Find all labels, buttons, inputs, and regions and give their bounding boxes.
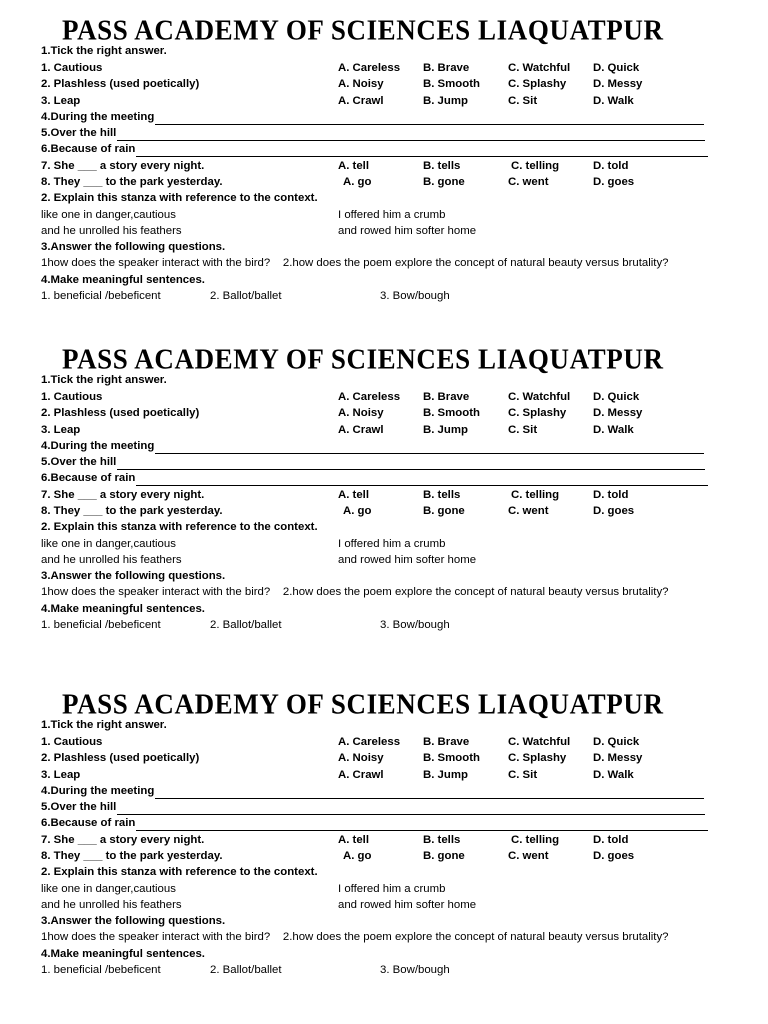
option-c: C. telling <box>511 834 560 846</box>
option-d: D. goes <box>593 505 635 517</box>
option-b: B. gone <box>423 505 465 517</box>
q4-heading: 4.Make meaningful sentences. <box>41 948 205 960</box>
q4-item: 2. Ballot/ballet <box>210 964 282 976</box>
q4-heading: 4.Make meaningful sentences. <box>41 603 205 615</box>
option-a: A. Careless <box>338 391 401 403</box>
mcq-stem: 3. Leap <box>41 95 81 107</box>
fill-blank-row <box>41 126 705 141</box>
stanza-line: and he unrolled his feathers <box>41 225 182 237</box>
mcq-stem: 2. Plashless (used poetically) <box>41 407 200 419</box>
stanza-line: and he unrolled his feathers <box>41 899 182 911</box>
q4-item: 1. beneficial /bebeficent <box>41 619 161 631</box>
academy-title: PASS ACADEMY OF SCIENCES LIAQUATPUR <box>62 688 664 720</box>
option-a: A. go <box>343 176 372 188</box>
q3-questions: 1how does the speaker interact with the bird? 2.how does the poem explore the concept of natural beauty versus brutality? <box>41 257 669 269</box>
option-b: B. Smooth <box>423 407 480 419</box>
option-a: A. Careless <box>338 736 401 748</box>
answer-line <box>136 819 708 831</box>
blank-prompt: 4.During the meeting <box>41 785 155 797</box>
option-c: C. Splashy <box>508 407 567 419</box>
mcq-stem: 8. They ___ to the park yesterday. <box>41 505 223 517</box>
q4-heading: 4.Make meaningful sentences. <box>41 274 205 286</box>
q4-item: 2. Ballot/ballet <box>210 619 282 631</box>
option-d: D. told <box>593 489 629 501</box>
option-a: A. Noisy <box>338 407 384 419</box>
option-b: B. Brave <box>423 62 470 74</box>
option-b: B. Smooth <box>423 752 480 764</box>
q2-heading: 2. Explain this stanza with reference to the context. <box>41 866 318 878</box>
stanza-line: and rowed him softer home <box>338 225 477 237</box>
mcq-stem: 8. They ___ to the park yesterday. <box>41 850 223 862</box>
blank-prompt: 4.During the meeting <box>41 440 155 452</box>
mcq-stem: 2. Plashless (used poetically) <box>41 78 200 90</box>
option-a: A. Crawl <box>338 95 384 107</box>
option-d: D. goes <box>593 176 635 188</box>
q4-item: 2. Ballot/ballet <box>210 290 282 302</box>
q2-heading: 2. Explain this stanza with reference to the context. <box>41 521 318 533</box>
option-b: B. Brave <box>423 391 470 403</box>
option-a: A. Crawl <box>338 769 384 781</box>
option-d: D. Messy <box>593 752 643 764</box>
blank-prompt: 6.Because of rain <box>41 143 136 155</box>
mcq-stem: 1. Cautious <box>41 736 103 748</box>
stanza-line: like one in danger,cautious <box>41 209 176 221</box>
option-c: C. telling <box>511 160 560 172</box>
option-d: D. Quick <box>593 391 640 403</box>
q3-heading: 3.Answer the following questions. <box>41 241 226 253</box>
option-b: B. gone <box>423 176 465 188</box>
option-b: B. Jump <box>423 769 468 781</box>
option-b: B. Jump <box>423 95 468 107</box>
q3-questions: 1how does the speaker interact with the bird? 2.how does the poem explore the concept of natural beauty versus brutality? <box>41 586 669 598</box>
fill-blank-row <box>41 800 705 815</box>
q4-item: 1. beneficial /bebeficent <box>41 964 161 976</box>
option-c: C. Splashy <box>508 78 567 90</box>
q4-item: 3. Bow/bough <box>380 290 450 302</box>
fill-blank-row <box>41 816 708 831</box>
q1-heading: 1.Tick the right answer. <box>41 374 167 386</box>
option-a: A. Careless <box>338 62 401 74</box>
stanza-line: I offered him a crumb <box>338 209 446 221</box>
option-c: C. Watchful <box>508 736 571 748</box>
option-d: D. Messy <box>593 407 643 419</box>
mcq-stem: 3. Leap <box>41 769 81 781</box>
option-a: A. go <box>343 850 372 862</box>
option-d: D. Walk <box>593 95 634 107</box>
stanza-line: I offered him a crumb <box>338 538 446 550</box>
option-d: D. Walk <box>593 769 634 781</box>
option-c: C. went <box>508 850 549 862</box>
fill-blank-row <box>41 784 704 799</box>
option-a: A. go <box>343 505 372 517</box>
academy-title: PASS ACADEMY OF SCIENCES LIAQUATPUR <box>62 14 664 46</box>
fill-blank-row <box>41 439 704 454</box>
fill-blank-row <box>41 142 708 157</box>
option-d: D. Quick <box>593 62 640 74</box>
option-d: D. Messy <box>593 78 643 90</box>
q3-heading: 3.Answer the following questions. <box>41 915 226 927</box>
q2-heading: 2. Explain this stanza with reference to the context. <box>41 192 318 204</box>
option-c: C. Sit <box>508 424 538 436</box>
stanza-line: like one in danger,cautious <box>41 538 176 550</box>
option-b: B. tells <box>423 834 461 846</box>
option-c: C. Sit <box>508 95 538 107</box>
option-a: A. tell <box>338 160 370 172</box>
option-a: A. Noisy <box>338 78 384 90</box>
worksheet-copy-2 <box>0 341 768 661</box>
answer-line <box>155 787 704 799</box>
q4-item: 3. Bow/bough <box>380 619 450 631</box>
q4-item: 3. Bow/bough <box>380 964 450 976</box>
fill-blank-row <box>41 455 705 470</box>
fill-blank-row <box>41 471 708 486</box>
blank-prompt: 5.Over the hill <box>41 801 117 813</box>
mcq-stem: 2. Plashless (used poetically) <box>41 752 200 764</box>
blank-prompt: 4.During the meeting <box>41 111 155 123</box>
mcq-stem: 1. Cautious <box>41 62 103 74</box>
option-c: C. Sit <box>508 769 538 781</box>
blank-prompt: 5.Over the hill <box>41 127 117 139</box>
option-c: C. Watchful <box>508 62 571 74</box>
academy-title: PASS ACADEMY OF SCIENCES LIAQUATPUR <box>62 343 664 375</box>
worksheet-copy-3 <box>0 686 768 1006</box>
option-b: B. Brave <box>423 736 470 748</box>
mcq-stem: 7. She ___ a story every night. <box>41 834 205 846</box>
option-c: C. Splashy <box>508 752 567 764</box>
worksheet-copy-1 <box>0 12 768 332</box>
q4-item: 1. beneficial /bebeficent <box>41 290 161 302</box>
answer-line <box>117 458 705 470</box>
q1-heading: 1.Tick the right answer. <box>41 719 167 731</box>
option-a: A. tell <box>338 489 370 501</box>
mcq-stem: 3. Leap <box>41 424 81 436</box>
option-c: C. Watchful <box>508 391 571 403</box>
option-d: D. told <box>593 834 629 846</box>
answer-line <box>155 113 704 125</box>
mcq-stem: 1. Cautious <box>41 391 103 403</box>
blank-prompt: 5.Over the hill <box>41 456 117 468</box>
answer-line <box>117 803 705 815</box>
option-d: D. Walk <box>593 424 634 436</box>
option-c: C. telling <box>511 489 560 501</box>
q1-heading: 1.Tick the right answer. <box>41 45 167 57</box>
option-d: D. Quick <box>593 736 640 748</box>
stanza-line: and rowed him softer home <box>338 899 477 911</box>
option-a: A. Noisy <box>338 752 384 764</box>
q3-heading: 3.Answer the following questions. <box>41 570 226 582</box>
stanza-line: and rowed him softer home <box>338 554 477 566</box>
option-c: C. went <box>508 176 549 188</box>
option-b: B. Jump <box>423 424 468 436</box>
stanza-line: and he unrolled his feathers <box>41 554 182 566</box>
answer-line <box>155 442 704 454</box>
mcq-stem: 7. She ___ a story every night. <box>41 160 205 172</box>
q3-questions: 1how does the speaker interact with the bird? 2.how does the poem explore the concept of natural beauty versus brutality? <box>41 931 669 943</box>
fill-blank-row <box>41 110 704 125</box>
option-a: A. Crawl <box>338 424 384 436</box>
mcq-stem: 8. They ___ to the park yesterday. <box>41 176 223 188</box>
option-d: D. told <box>593 160 629 172</box>
option-a: A. tell <box>338 834 370 846</box>
option-c: C. went <box>508 505 549 517</box>
answer-line <box>136 145 708 157</box>
blank-prompt: 6.Because of rain <box>41 817 136 829</box>
blank-prompt: 6.Because of rain <box>41 472 136 484</box>
stanza-line: I offered him a crumb <box>338 883 446 895</box>
mcq-stem: 7. She ___ a story every night. <box>41 489 205 501</box>
stanza-line: like one in danger,cautious <box>41 883 176 895</box>
answer-line <box>117 129 705 141</box>
option-b: B. Smooth <box>423 78 480 90</box>
answer-line <box>136 474 708 486</box>
option-b: B. tells <box>423 160 461 172</box>
option-b: B. gone <box>423 850 465 862</box>
option-d: D. goes <box>593 850 635 862</box>
option-b: B. tells <box>423 489 461 501</box>
